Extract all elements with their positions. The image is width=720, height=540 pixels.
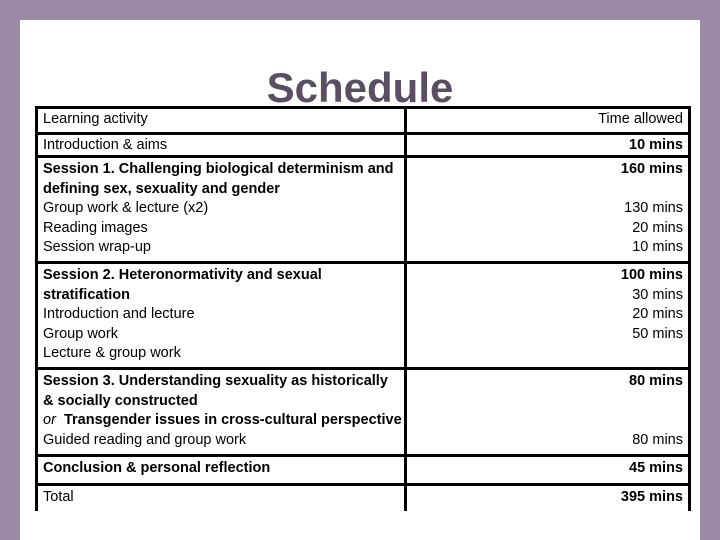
total-time: 395 mins [620,488,683,505]
activity-cell [38,370,407,454]
item-time: 10 mins [632,239,683,256]
header-time: Time allowed [598,111,683,127]
header-activity: Learning activity [38,109,407,132]
session-title: Session 1. Challenging biological determinism and defining sex, sexuality and gender [43,161,394,197]
activity-cell [38,264,407,367]
table-row [38,135,688,158]
session-title: Session 2. Heteronormativity and sexual stratification [43,267,322,303]
session-item: Group work & lecture (x2) [43,200,209,217]
time-cell [407,264,688,367]
schedule-table [35,106,691,511]
table-row [38,158,688,264]
item-time: 50 mins [632,325,683,342]
session-title: Session 3. Understanding sexuality as historically & socially constructed [43,373,388,409]
table-row [38,370,688,457]
or-word: or [43,412,56,429]
session-item: Introduction and lecture [43,306,195,323]
session-title-alt: Transgender issues in cross-cultural perspective [63,412,402,429]
table-header-row [38,109,688,135]
time-cell [407,158,688,261]
table-row [38,457,688,485]
time-cell: 10 mins [629,137,683,154]
table-row-total [38,486,688,511]
session-time: 100 mins [620,267,683,284]
time-cell [407,370,688,454]
activity-cell: Conclusion & personal reflection [38,457,407,482]
session-item: Reading images [43,219,148,236]
item-time: 130 mins [624,200,683,217]
session-item: Group work [43,325,118,342]
item-time: 80 mins [632,431,683,448]
page-title: Schedule [266,64,454,111]
session-item: Lecture & group work [43,345,181,362]
session-time: 160 mins [620,161,683,178]
activity-cell [38,158,407,261]
item-time: 20 mins [632,306,683,323]
session-time: 80 mins [629,373,683,390]
slide [20,20,700,540]
table-row [38,264,688,370]
activity-cell: Introduction & aims [38,135,407,155]
session-item: Session wrap-up [43,239,151,256]
total-label: Total [38,486,407,511]
session-item: Guided reading and group work [43,431,247,448]
item-time: 30 mins [632,286,683,303]
item-time: 20 mins [632,219,683,236]
time-cell: 45 mins [629,460,683,477]
